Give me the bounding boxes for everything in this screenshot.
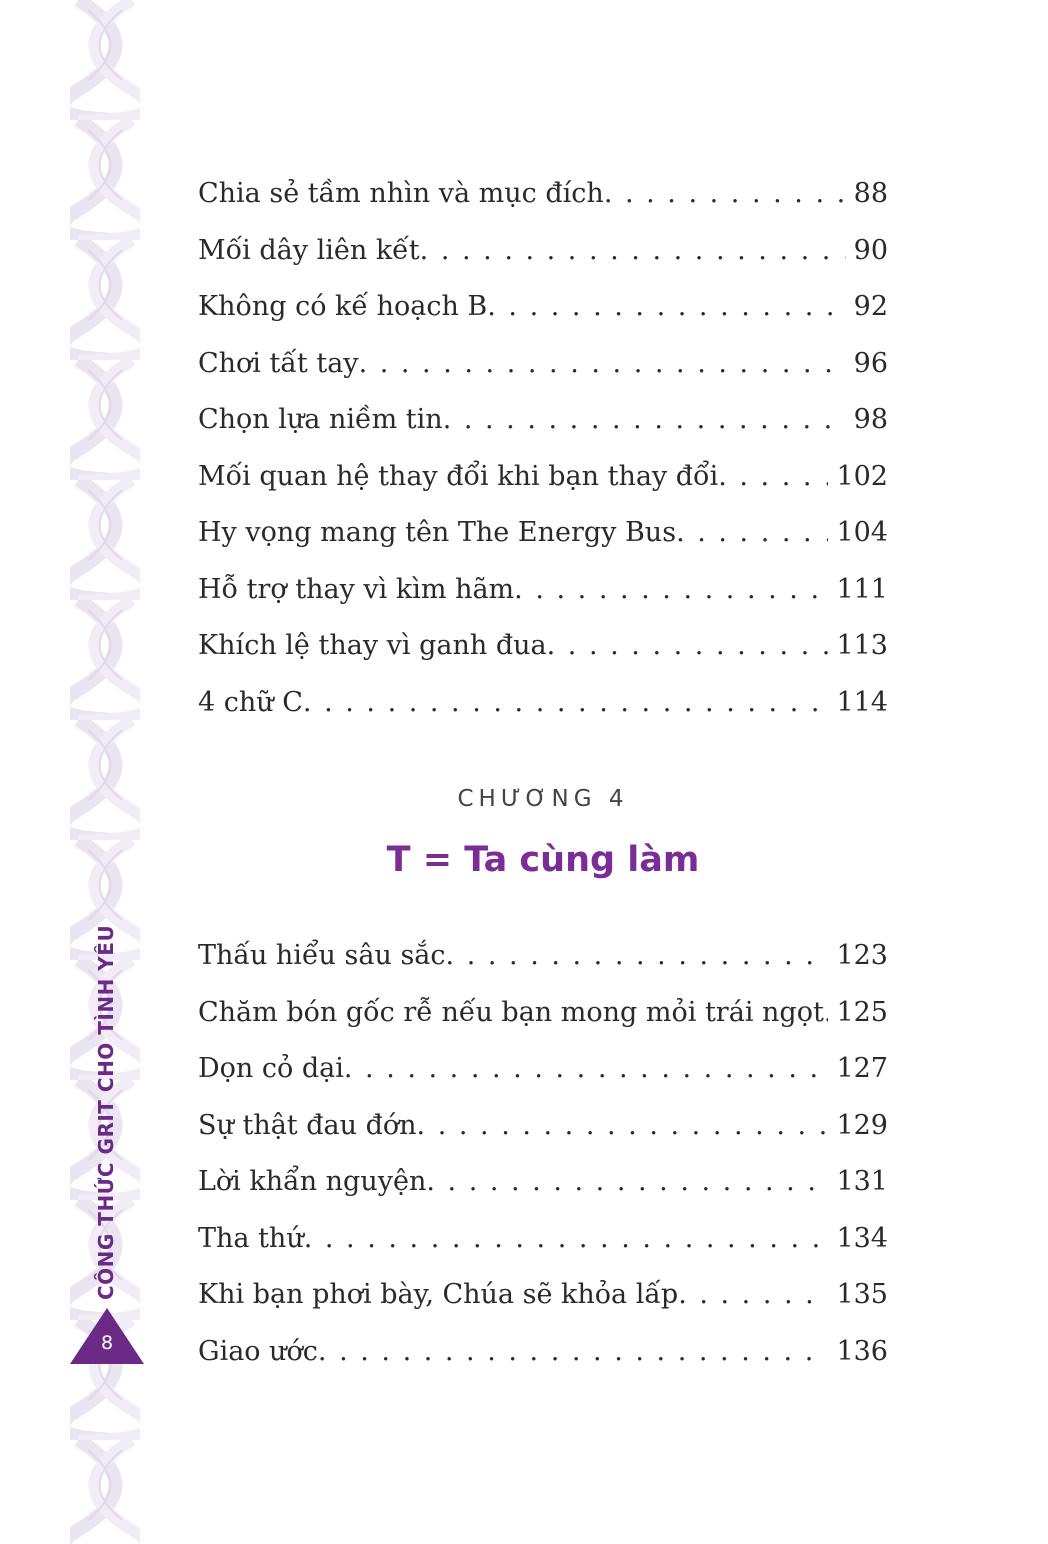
dot-leader: [303, 675, 829, 732]
dot-leader: [426, 1154, 828, 1211]
book-title-vertical: CÔNG THỨC GRIT CHO TÌNH YÊU: [94, 924, 118, 1300]
toc-entry-page: 102: [836, 460, 888, 492]
toc-entry[interactable]: [198, 1324, 888, 1381]
toc-entry[interactable]: [198, 675, 888, 732]
toc-entry-title: Chọn lựa niềm tin: [198, 404, 443, 435]
toc-entry-page: 111: [836, 573, 888, 605]
toc-entry-title: Mối dây liên kết: [198, 234, 420, 266]
dot-leader: [487, 279, 845, 336]
toc-entry[interactable]: [198, 505, 888, 562]
dot-leader: [359, 336, 846, 393]
toc-entry-page: 88: [853, 178, 888, 209]
toc-entry[interactable]: [198, 1211, 888, 1268]
toc-entry-title: Khích lệ thay vì ganh đua: [198, 630, 547, 661]
toc-entry-title: Chơi tất tay: [198, 347, 359, 379]
toc-entry-page: 96: [853, 347, 888, 379]
toc-entry[interactable]: [198, 928, 888, 985]
toc-entry[interactable]: [198, 336, 888, 393]
toc-entry-page: 114: [836, 686, 888, 718]
toc-entry-page: 134: [836, 1222, 888, 1254]
toc-entry-title: Lời khẩn nguyện: [198, 1166, 427, 1197]
toc-entry[interactable]: [198, 166, 888, 223]
toc-entry-page: 129: [836, 1109, 888, 1141]
toc-entry-title: Hy vọng mang tên The Energy Bus: [198, 517, 677, 548]
page-number: 8: [100, 1332, 114, 1354]
dot-leader: [678, 1267, 828, 1324]
toc-entry-title: Chăm bón gốc rễ nếu bạn mong mỏi trái ngọt: [198, 996, 824, 1028]
dot-leader: [676, 505, 828, 562]
toc-entry[interactable]: [198, 1267, 888, 1324]
toc-entry-page: 104: [836, 517, 888, 548]
toc-entry[interactable]: [198, 449, 888, 506]
dot-leader: [718, 449, 828, 506]
toc-entry[interactable]: [198, 1154, 888, 1211]
toc-entry-title: 4 chữ C: [198, 686, 303, 718]
toc-entry[interactable]: [198, 279, 888, 336]
dot-leader: [344, 1041, 829, 1098]
toc-entry-title: Tha thứ: [198, 1222, 304, 1254]
toc-entry-page: 113: [836, 630, 888, 661]
toc-entry[interactable]: [198, 223, 888, 280]
dot-leader: [547, 618, 829, 675]
toc-list-top: [198, 166, 888, 731]
dot-leader: [318, 1324, 829, 1381]
toc-entry-page: 136: [836, 1335, 888, 1367]
dot-leader: [446, 928, 829, 985]
toc-entry-title: Mối quan hệ thay đổi khi bạn thay đổi: [198, 460, 719, 492]
toc-entry[interactable]: [198, 1041, 888, 1098]
chapter-label: CHƯƠNG 4: [457, 786, 629, 812]
toc-entry[interactable]: [198, 1098, 888, 1155]
toc-entry-title: Giao ước: [198, 1335, 318, 1367]
toc-entry-title: Chia sẻ tầm nhìn và mục đích: [198, 178, 604, 209]
toc-entry-title: Sự thật đau đớn: [198, 1109, 417, 1141]
toc-entry[interactable]: [198, 618, 888, 675]
dot-leader: [604, 166, 846, 223]
toc-entry[interactable]: [198, 392, 888, 449]
toc-list-bottom: [198, 928, 888, 1380]
chapter-title[interactable]: T = Ta cùng làm: [386, 840, 700, 880]
toc-entry-title: Dọn cỏ dại: [198, 1053, 344, 1084]
dot-leader: [420, 223, 846, 280]
dot-leader: [304, 1211, 829, 1268]
toc-entry-page: 98: [853, 404, 888, 435]
toc-entry-page: 127: [836, 1053, 888, 1084]
toc-entry-page: 123: [836, 940, 888, 971]
toc-entry-page: 90: [853, 234, 888, 266]
toc-entry-title: Thấu hiểu sâu sắc: [198, 940, 446, 971]
dot-leader: [443, 392, 846, 449]
toc-entry[interactable]: [198, 562, 888, 619]
dot-leader: [514, 562, 828, 619]
toc-entry-page: 92: [853, 291, 888, 322]
toc-entry-title: Hỗ trợ thay vì kìm hãm: [198, 573, 515, 605]
toc-entry-title: Khi bạn phơi bày, Chúa sẽ khỏa lấp: [198, 1279, 679, 1310]
toc-entry-title: Không có kế hoạch B: [198, 291, 488, 322]
dot-leader: [417, 1098, 829, 1155]
toc-entry-page: 125: [836, 996, 888, 1028]
toc-entry-page: 131: [836, 1166, 888, 1197]
toc-entry-page: 135: [836, 1279, 888, 1310]
toc-entry[interactable]: [198, 985, 888, 1042]
